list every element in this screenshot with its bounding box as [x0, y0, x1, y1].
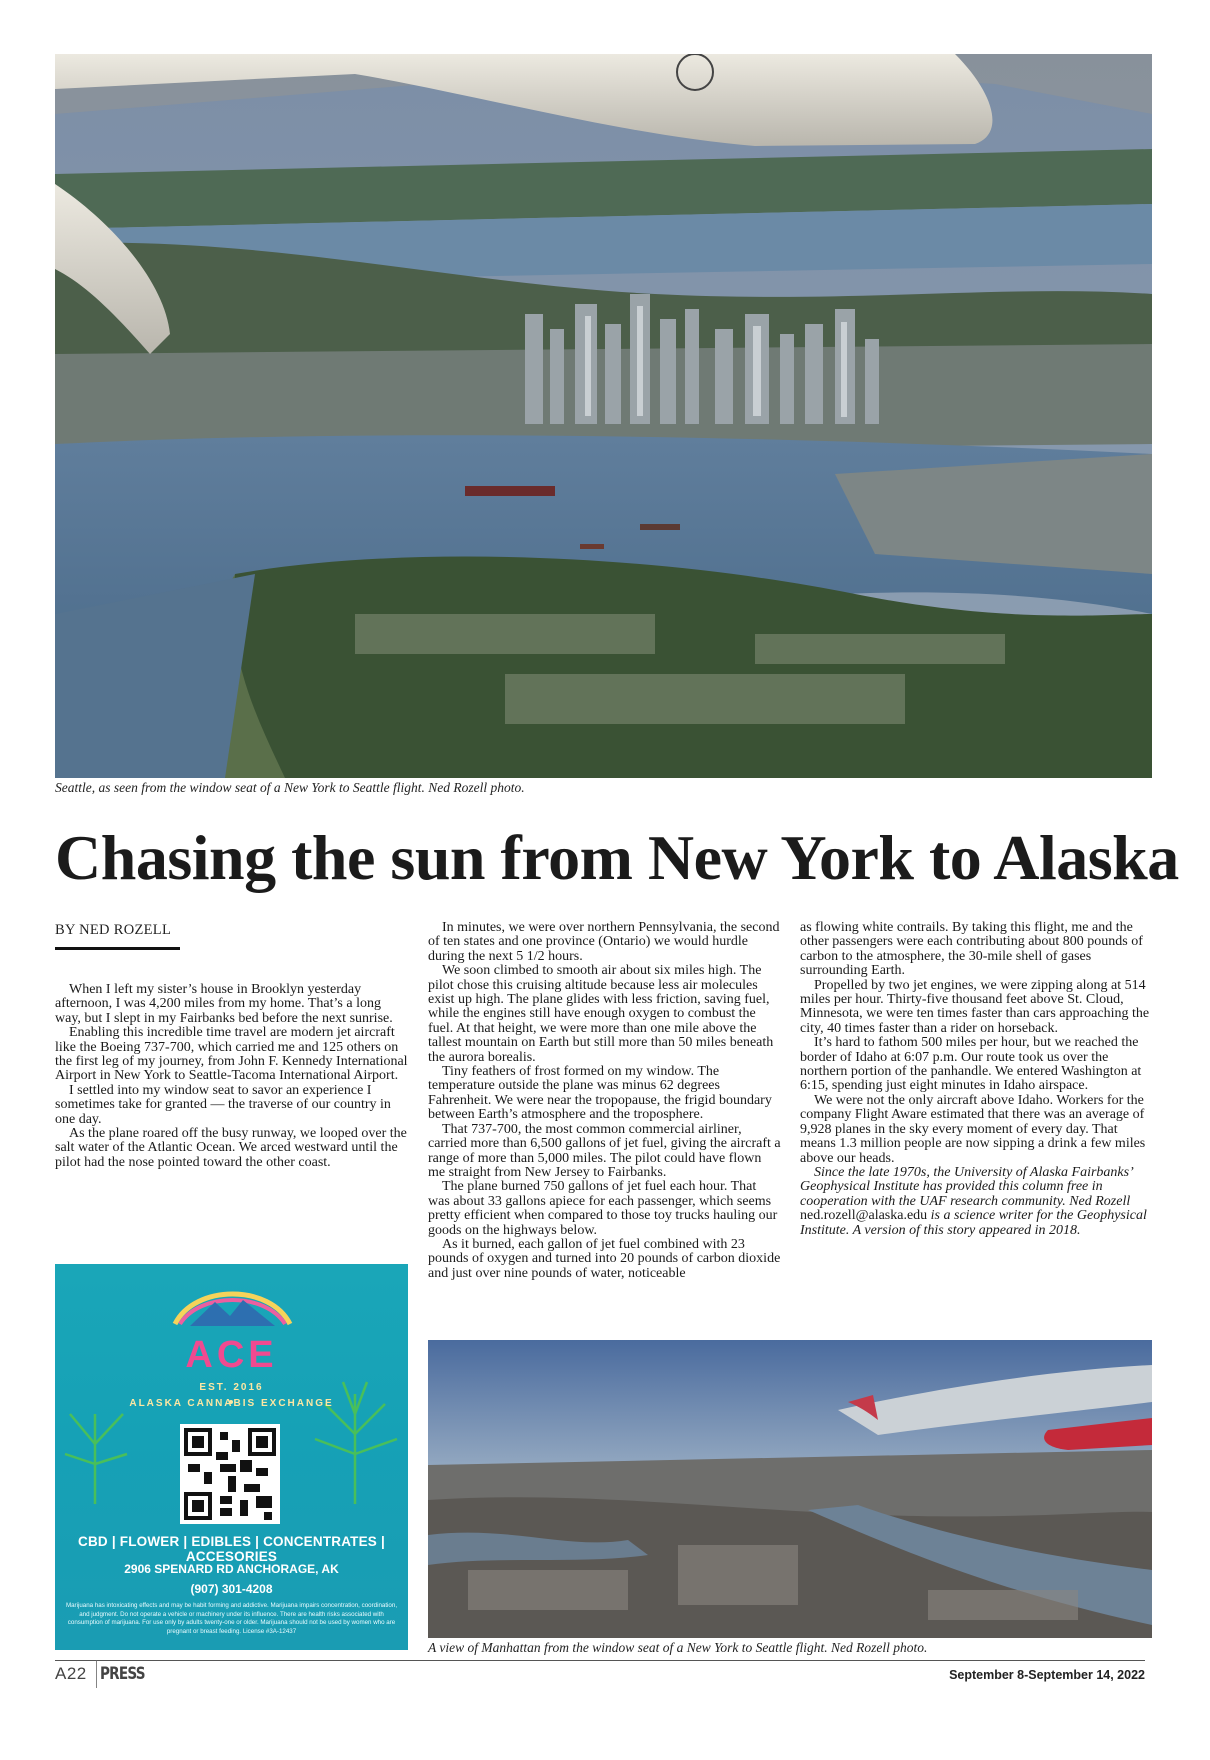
paragraph: When I left my sister’s house in Brooklyn yesterday afternoon, I was 4,200 miles from my home. That’s a long way, but I slept in my Fairbanks bed before the next sunrise.: [55, 982, 393, 1026]
paragraph: The plane burned 750 gallons of jet fuel each hour. That was about 33 gallons apiece for each passenger, which seems pretty efficient when compared to those toy trucks hauling our goods on the highways below.: [428, 1179, 778, 1238]
paragraph: Propelled by two jet engines, we were zipping along at 514 miles per hour. Thirty-five thousand feet above St. Cloud, Minnesota, we were ten times faster than cars approaching the city, 40 times faster than a rider on horseback.: [800, 977, 1150, 1036]
photo-manhattan-caption: A view of Manhattan from the window seat of a New York to Seattle flight. Ned Rozell photo.: [428, 1640, 928, 1655]
photo-seattle-caption: Seattle, as seen from the window seat of a New York to Seattle flight. Ned Rozell photo.: [55, 780, 525, 795]
ad-disclaimer: Marijuana has intoxicating effects and may be habit forming and addictive. Marijuana impairs concentration, coordination, and judgment. Do not operate a vehicle or machinery under its influence. There are health risks associated with consumption of marijuana. For use only by adults twenty-one or older. Marijuana should not be used by women who are pregnant or breast feeding. License #3A-12437: [65, 1602, 398, 1635]
footer-rule: [55, 1660, 1145, 1661]
qr-code[interactable]: [180, 1424, 280, 1524]
article-column-2: [428, 921, 781, 1281]
ace-advertisement[interactable]: [55, 1264, 408, 1650]
author-email[interactable]: ned.rozell@alaska.edu: [800, 1208, 931, 1224]
paragraph: We soon climbed to smooth air about six miles high. The pilot chose this cruising altitude because less air molecules exist up high. The plane glides with less friction, saving fuel, while the engines still have enough oxygen to combust the fuel. At that height, we were more than one mile above the tallest mountain on Earth but still more than 50 miles beneath the aurora borealis.: [428, 963, 774, 1065]
article-column-1: [55, 983, 408, 1170]
article-column-3: [800, 921, 1152, 1238]
author-note-italic: Since the late 1970s, the University of Alaska Fairbanks’ Geophysical Institute has provided this column free in cooperation with the UAF research community. Ned Rozell: [800, 1164, 1133, 1209]
ad-tagline: ALASKA CANNABIS EXCHANGE: [129, 1398, 334, 1409]
byline-rule: [55, 947, 180, 950]
publication-logo: PRESS: [96, 1660, 143, 1688]
issue-date: September 8-September 14, 2022: [949, 1668, 1145, 1682]
photo-seattle: [55, 54, 1152, 778]
ad-brand: ACE: [185, 1334, 278, 1376]
author-note-italic-end: is a science writer for the Geophysical Institute. A version of this story appeared in 2018.: [800, 1208, 1147, 1238]
paragraph: It’s hard to fathom 500 miles per hour, but we reached the border of Idaho at 6:07 p.m. Our route took us over the northern portion of the panhandle. We entered Washington at 6:15, spending just eight minutes in Idaho airspace.: [800, 1035, 1142, 1094]
paragraph: as flowing white contrails. By taking this flight, me and the other passengers were each contributing about 800 pounds of carbon to the atmosphere, the 30-mile shell of gases surrounding Earth.: [800, 920, 1143, 979]
author-note: [800, 1166, 1152, 1238]
paragraph: Enabling this incredible time travel are modern jet aircraft like the Boeing 737-700, which carried me and 125 others on the first leg of my journey, from John F. Kennedy International Airport in New York to Seattle-Tacoma International Airport.: [55, 1025, 408, 1084]
paragraph: We were not the only aircraft above Idaho. Workers for the company Flight Aware estimated that there was an average of 9,928 planes in the sky every moment of every day. That means 1.3 million people are now sipping a drink a few miles above our heads.: [800, 1092, 1146, 1166]
byline: BY NED ROZELL: [55, 922, 172, 938]
paragraph: I settled into my window seat to savor an experience I sometimes take for granted — the traverse of our country in one day.: [55, 1082, 391, 1127]
ad-phone[interactable]: (907) 301-4208: [190, 1582, 273, 1596]
paragraph: Tiny feathers of frost formed on my window. The temperature outside the plane was minus 62 degrees Fahrenheit. We were near the tropopause, the frigid boundary between Earth’s atmosphere and the troposphere.: [428, 1064, 772, 1123]
paragraph: In minutes, we were over northern Pennsylvania, the second of ten states and one province (Ontario) we would hurdle during the next 5 1/2 hours.: [428, 920, 780, 964]
ad-categories: CBD | FLOWER | EDIBLES | CONCENTRATES | ACCESORIES: [78, 1534, 385, 1564]
page-number: A22: [55, 1664, 87, 1683]
photo-manhattan: [428, 1340, 1152, 1638]
paragraph: That 737-700, the most common commercial airliner, carried more than 6,500 gallons of jet fuel, giving the aircraft a range of more than 5,000 miles. The pilot could have flown me straight from New Jersey to Fairbanks.: [428, 1121, 781, 1180]
ad-address: 2906 SPENARD RD ANCHORAGE, AK: [124, 1562, 339, 1576]
paragraph: As it burned, each gallon of jet fuel combined with 23 pounds of oxygen and turned into 20 pounds of carbon dioxide and just over nine pounds of water, noticeable: [428, 1236, 781, 1281]
ad-est: EST. 2016: [199, 1382, 264, 1393]
paragraph: As the plane roared off the busy runway, we looped over the salt water of the Atlantic Ocean. We arced westward until the pilot had the nose pointed toward the other coast.: [55, 1126, 407, 1170]
headline: Chasing the sun from New York to Alaska: [55, 822, 1179, 893]
